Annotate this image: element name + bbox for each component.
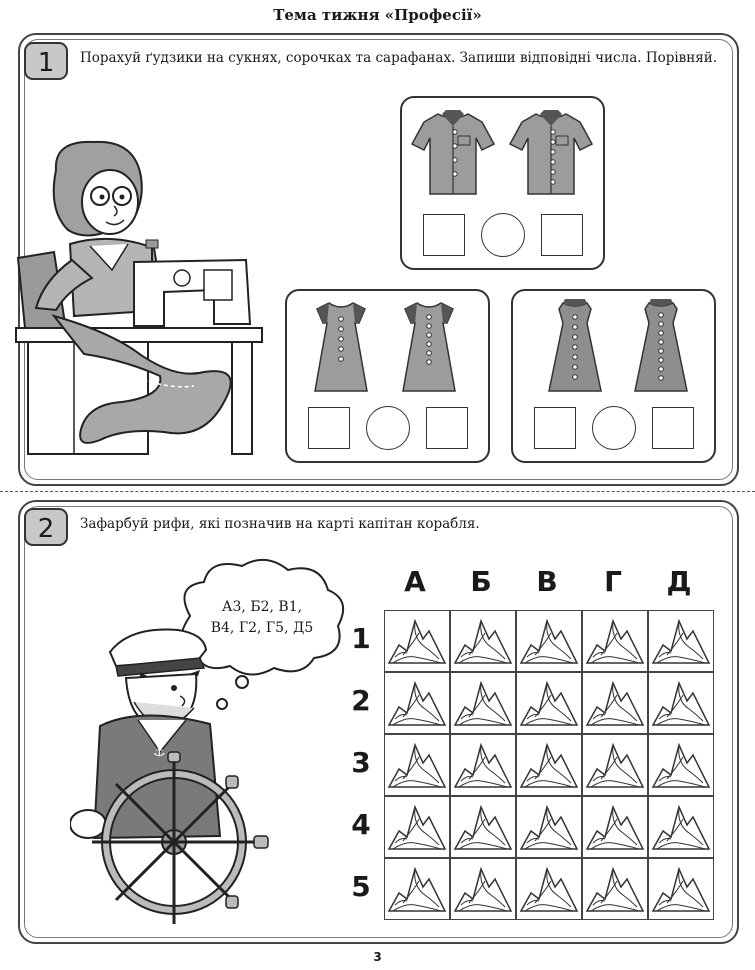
column-label: А	[404, 565, 426, 598]
reef-icon	[451, 859, 515, 919]
reef-cell[interactable]	[384, 672, 450, 734]
seamstress-illustration	[14, 140, 274, 460]
reef-cell[interactable]	[582, 858, 648, 920]
shirts-card	[400, 96, 605, 270]
reef-icon	[385, 611, 449, 671]
task2-number-badge: 2	[24, 508, 68, 546]
reef-cell[interactable]	[648, 672, 714, 734]
answer-box[interactable]	[308, 407, 350, 449]
row-label: 5	[351, 870, 371, 903]
compare-circle[interactable]	[481, 213, 525, 257]
reef-icon	[451, 735, 515, 795]
reef-icon	[583, 797, 647, 857]
reef-icon	[583, 673, 647, 733]
reef-cell[interactable]	[516, 858, 582, 920]
reef-icon	[517, 797, 581, 857]
dress-icon	[397, 299, 461, 395]
row-label: 2	[351, 684, 371, 717]
task2-instruction: Зафарбуй рифи, які позначив на карті капітан корабля.	[80, 516, 480, 532]
answer-box[interactable]	[652, 407, 694, 449]
reef-cell[interactable]	[648, 796, 714, 858]
reef-cell[interactable]	[582, 734, 648, 796]
answer-box[interactable]	[541, 214, 583, 256]
column-label: В	[536, 565, 558, 598]
answer-box[interactable]	[423, 214, 465, 256]
shirt-icon	[408, 108, 498, 198]
reef-cell[interactable]	[516, 672, 582, 734]
reef-cell[interactable]	[582, 672, 648, 734]
row-label: 3	[351, 746, 371, 779]
reef-icon	[649, 797, 713, 857]
reef-cell[interactable]	[582, 610, 648, 672]
dress-icon	[309, 299, 373, 395]
reef-icon	[583, 611, 647, 671]
reef-cell[interactable]	[648, 858, 714, 920]
reef-icon	[583, 859, 647, 919]
reef-icon	[385, 673, 449, 733]
reef-cell[interactable]	[384, 610, 450, 672]
answer-box[interactable]	[534, 407, 576, 449]
sundresses-card	[511, 289, 716, 463]
dresses-card	[285, 289, 490, 463]
column-label: Д	[666, 565, 692, 598]
reef-cell[interactable]	[450, 672, 516, 734]
compare-circle[interactable]	[592, 406, 636, 450]
reef-cell[interactable]	[516, 610, 582, 672]
reef-cell[interactable]	[648, 734, 714, 796]
row-label: 4	[351, 808, 371, 841]
reef-icon	[385, 859, 449, 919]
sundress-icon	[631, 299, 691, 395]
reef-icon	[583, 735, 647, 795]
reef-icon	[451, 673, 515, 733]
reef-cell[interactable]	[648, 610, 714, 672]
row-label: 1	[351, 622, 371, 655]
reef-cell[interactable]	[384, 734, 450, 796]
task1-instruction: Порахуй ґудзики на сукнях, сорочках та сарафанах. Запиши відповідні числа. Порівняй.	[80, 50, 718, 66]
reef-icon	[517, 859, 581, 919]
reef-icon	[517, 673, 581, 733]
reef-icon	[649, 735, 713, 795]
reef-icon	[451, 797, 515, 857]
column-label: Г	[604, 565, 622, 598]
reef-cell[interactable]	[450, 796, 516, 858]
cloud-line-1: А3, Б2, В1,	[221, 599, 303, 615]
reef-icon	[649, 859, 713, 919]
reef-cell[interactable]	[384, 796, 450, 858]
reef-cell[interactable]	[450, 610, 516, 672]
reef-cell[interactable]	[582, 796, 648, 858]
shirt-icon	[506, 108, 596, 198]
reef-cell[interactable]	[516, 734, 582, 796]
reef-cell[interactable]	[516, 796, 582, 858]
reef-icon	[517, 735, 581, 795]
task1-number-badge: 1	[24, 42, 68, 80]
svg-text:⚓: ⚓	[153, 744, 166, 760]
answer-box[interactable]	[426, 407, 468, 449]
sundress-icon	[545, 299, 605, 395]
column-label: Б	[470, 565, 492, 598]
dashed-cut-line	[0, 491, 755, 492]
reef-icon	[385, 797, 449, 857]
reef-icon	[517, 611, 581, 671]
reef-icon	[451, 611, 515, 671]
page-title: Тема тижня «Професії»	[273, 6, 482, 24]
cloud-line-2: В4, Г2, Г5, Д5	[210, 620, 314, 636]
reef-icon	[649, 673, 713, 733]
page-number: 3	[373, 950, 382, 964]
reef-icon	[649, 611, 713, 671]
reef-cell[interactable]	[450, 858, 516, 920]
reef-icon	[385, 735, 449, 795]
compare-circle[interactable]	[366, 406, 410, 450]
reef-cell[interactable]	[450, 734, 516, 796]
reef-cell[interactable]	[384, 858, 450, 920]
